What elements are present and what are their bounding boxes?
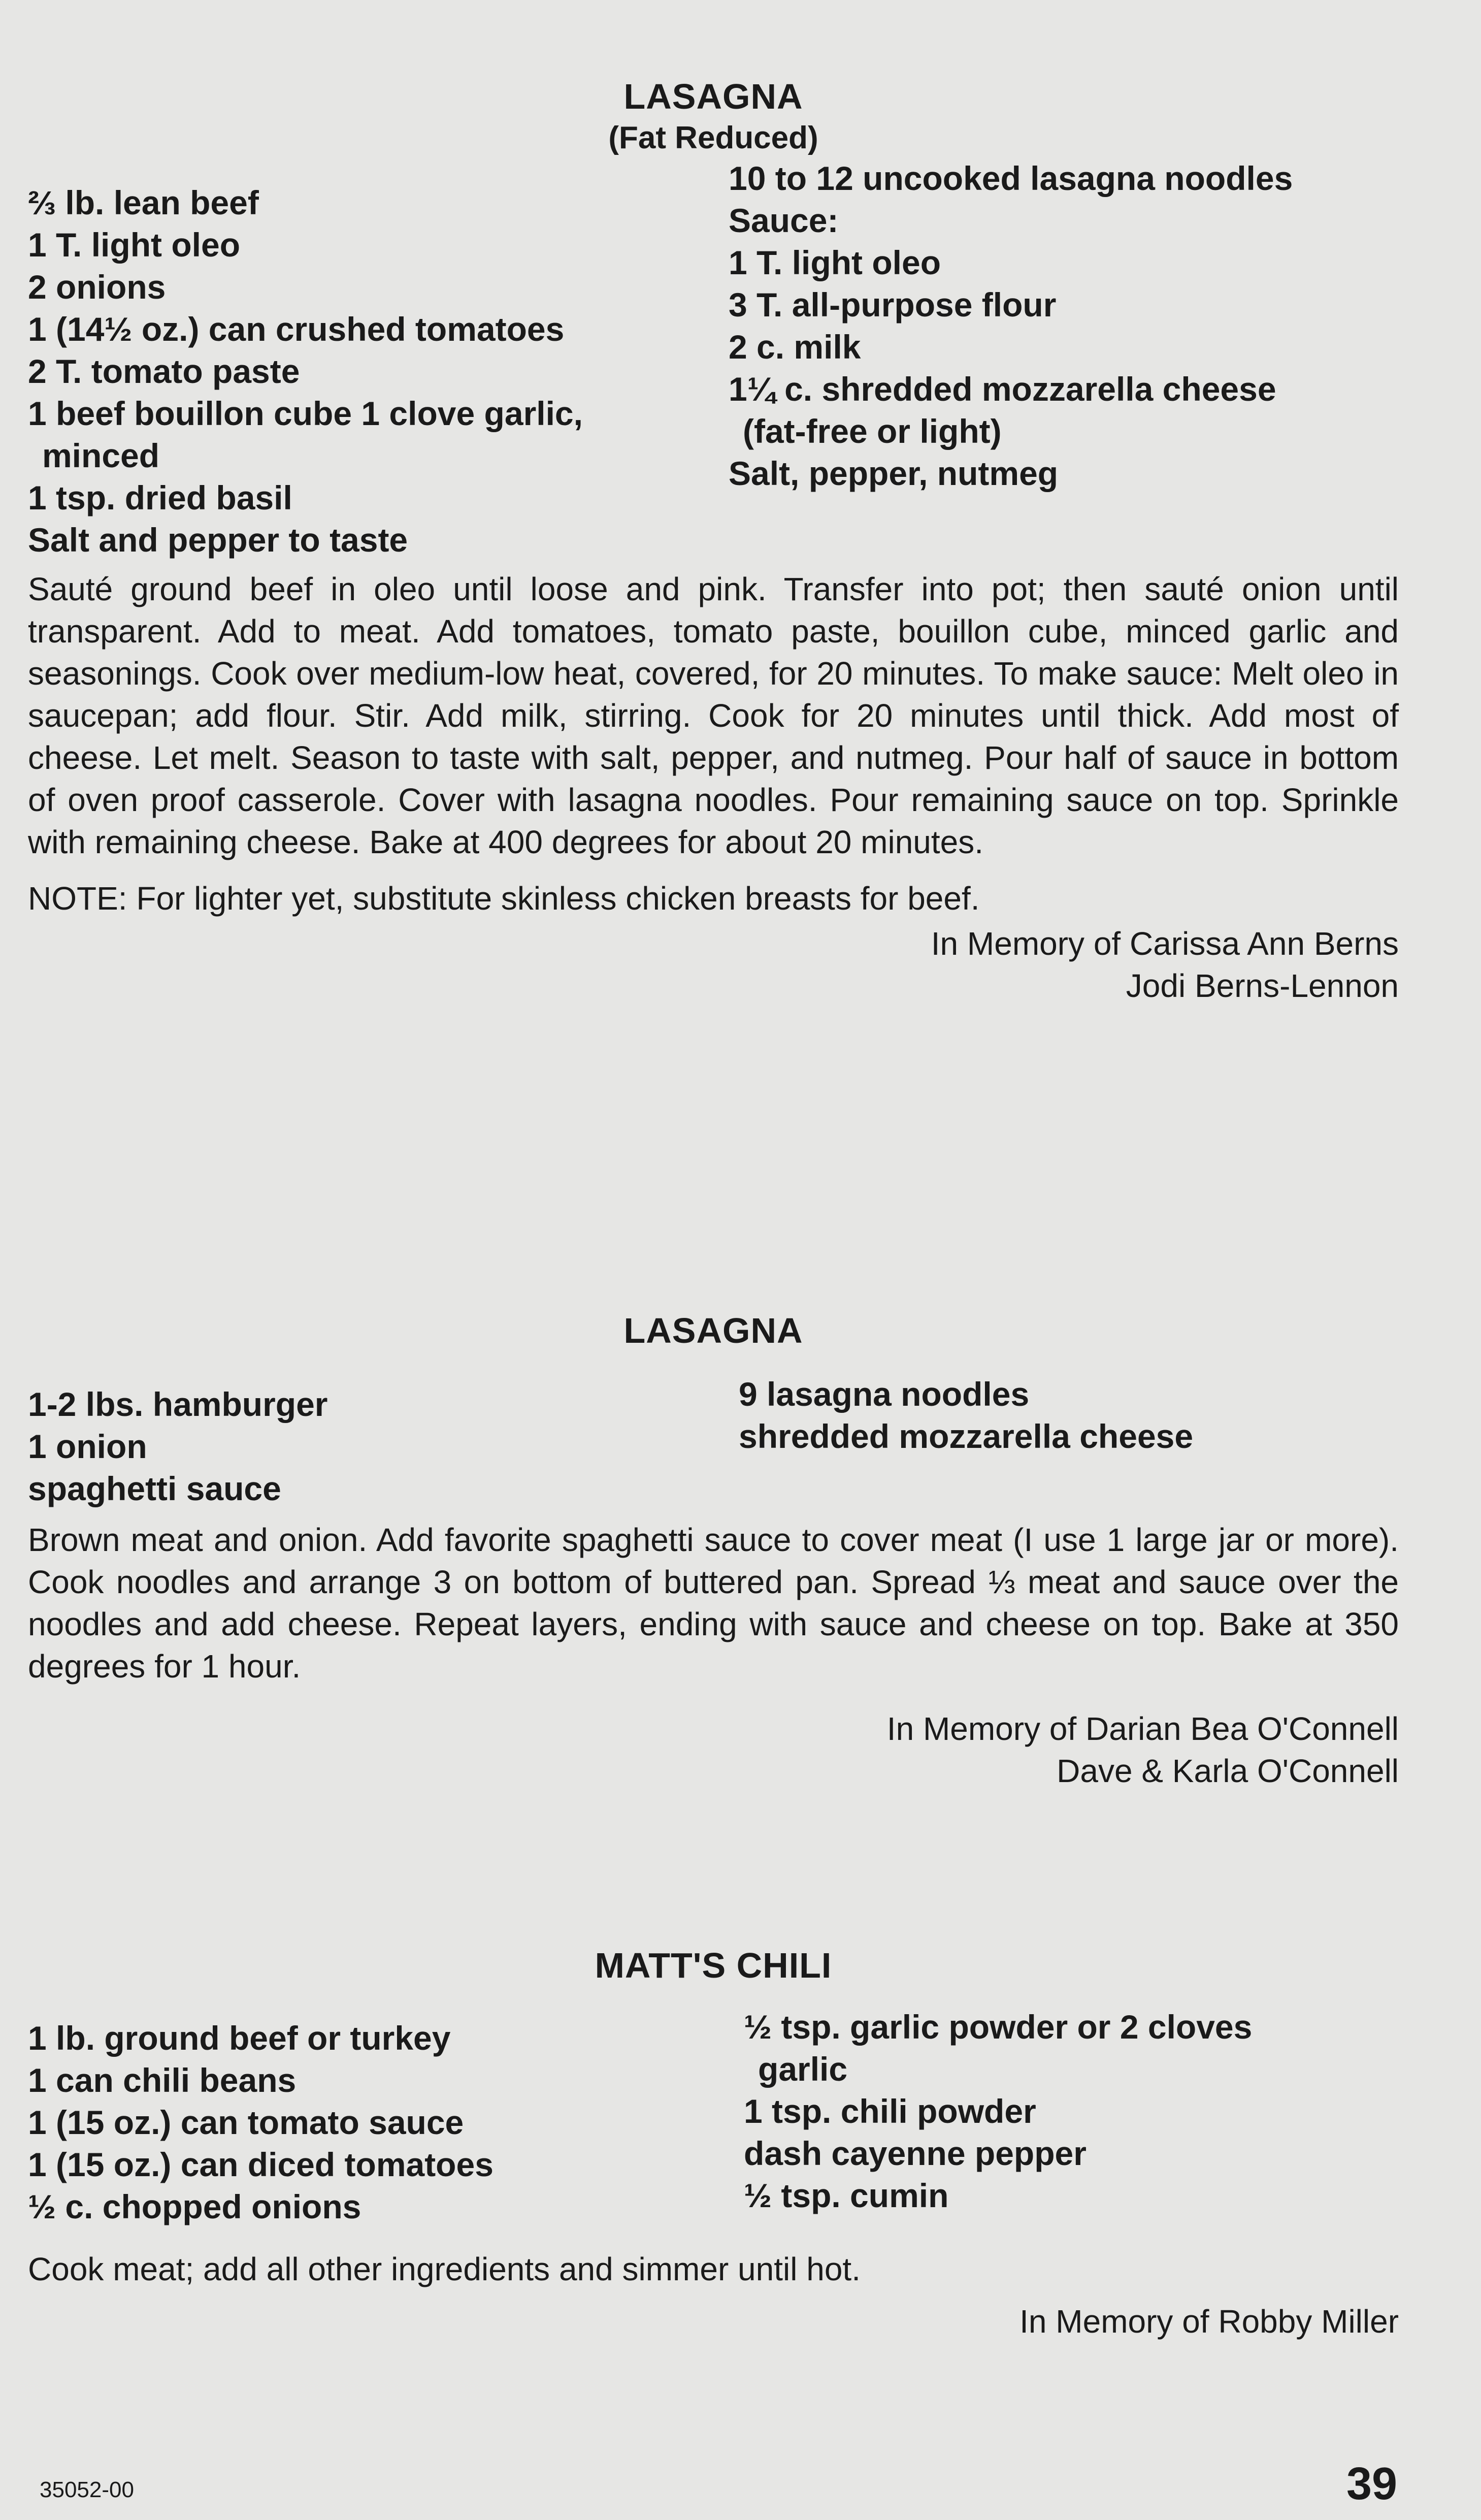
ingredients-right (744, 2006, 1399, 2228)
recipe-lasagna-fat-reduced (28, 76, 1399, 1007)
ingredient: Salt, pepper, nutmeg (729, 455, 1059, 492)
ingredient: 1¼ c. shredded mozzarella cheese (729, 370, 1276, 408)
ingredient: 2 c. milk (729, 328, 861, 366)
ingredients-left (28, 152, 703, 561)
ingredient: spaghetti sauce (28, 1470, 281, 1507)
ingredient: dash cayenne pepper (744, 2135, 1087, 2172)
catalog-code: 35052-00 (40, 2477, 134, 2502)
ingredient: 1-2 lbs. hamburger (28, 1385, 328, 1423)
ingredient: shredded mozzarella cheese (739, 1417, 1194, 1455)
ingredient: 1 (15 oz.) can tomato sauce (28, 2104, 464, 2141)
ingredients (28, 2006, 1399, 2228)
ingredient: 1 (15 oz.) can diced tomatoes (28, 2146, 493, 2183)
ingredient: 1 tsp. dried basil (28, 479, 292, 516)
ingredient: Salt and pepper to taste (28, 521, 408, 559)
ingredient: 2 T. tomato paste (28, 352, 300, 390)
memorial-line: In Memory of Darian Bea O'Connell (886, 1710, 1399, 1747)
ingredient-section-heading: Sauce: (729, 202, 839, 239)
recipe-title: MATT'S CHILI (595, 1946, 832, 1985)
ingredient: 1 T. light oleo (28, 226, 241, 264)
ingredient: ⅔ lb. lean beef (28, 184, 259, 221)
contributor: Dave & Karla O'Connell (1057, 1753, 1399, 1789)
recipe-subtitle: (Fat Reduced) (608, 120, 818, 155)
ingredient: ½ tsp. cumin (744, 2177, 949, 2214)
recipe-matts-chili (28, 1945, 1399, 2343)
memorial-line: In Memory of Robby Miller (1019, 2303, 1399, 2340)
ingredients (28, 1373, 1399, 1510)
recipe-lasagna (28, 1310, 1399, 1792)
recipe-directions: Cook meat; add all other ingredients and simmer until hot. (28, 2251, 861, 2287)
ingredients-left (28, 2006, 734, 2228)
recipe-directions: Brown meat and onion. Add favorite spaghetti sauce to cover meat (I use 1 large jar or more). Cook noodles and arrange 3 on bottom of buttered pan. Spread ⅓ meat and sauce over the noodles and add cheese. Repeat layers, ending with sauce and cheese on top. Bake at 350 degrees for 1 hour. (28, 1522, 1399, 1685)
ingredients-right (729, 152, 1399, 561)
ingredient: (fat-free or light) (743, 412, 1002, 450)
recipe-title: LASAGNA (623, 77, 803, 116)
ingredient: 1 lb. ground beef or turkey (28, 2019, 451, 2057)
page-number: 39 (1346, 2459, 1398, 2509)
ingredient: minced (42, 437, 160, 474)
ingredients (28, 152, 1399, 561)
ingredient: ½ c. chopped onions (28, 2188, 361, 2225)
ingredients-left (28, 1373, 729, 1510)
recipe-title: LASAGNA (623, 1311, 803, 1350)
memorial-line: In Memory of Carissa Ann Berns (931, 925, 1399, 962)
recipe-directions: Sauté ground beef in oleo until loose and pink. Transfer into pot; then sauté onion until transparent. Add to meat. Add tomatoes, tomato paste, bouillon cube, minced garlic and seasonings. Cook over medium-low heat, covered, for 20 minutes. To make sauce: Melt oleo in saucepan; add flour. Stir. Add milk, stirring. Cook for 20 minutes until thick. Add most of cheese. Let melt. Season to taste with salt, pepper, and nutmeg. Pour half of sauce in bottom of oven proof casserole. Cover with lasagna noodles. Pour remaining sauce on top. Sprinkle with remaining cheese. Bake at 400 degrees for about 20 minutes. (28, 571, 1399, 860)
ingredient: 1 (14½ oz.) can crushed tomatoes (28, 310, 565, 348)
ingredient: 1 onion (28, 1428, 147, 1465)
ingredient: 1 can chili beans (28, 2061, 297, 2099)
ingredients-right (739, 1373, 1399, 1510)
ingredient: 1 T. light oleo (729, 244, 941, 281)
ingredient: ½ tsp. garlic powder or 2 cloves (744, 2008, 1253, 2046)
ingredient: 3 T. all-purpose flour (729, 286, 1057, 324)
ingredient: 1 tsp. chili powder (744, 2092, 1036, 2130)
contributor: Jodi Berns-Lennon (1126, 967, 1399, 1004)
ingredient: 1 beef bouillon cube 1 clove garlic, (28, 395, 583, 432)
ingredient: 10 to 12 uncooked lasagna noodles (729, 159, 1293, 197)
ingredient: 2 onions (28, 268, 166, 306)
ingredient: 9 lasagna noodles (739, 1375, 1030, 1413)
ingredient: garlic (758, 2050, 848, 2088)
recipe-note: NOTE: For lighter yet, substitute skinless chicken breasts for beef. (28, 880, 980, 917)
